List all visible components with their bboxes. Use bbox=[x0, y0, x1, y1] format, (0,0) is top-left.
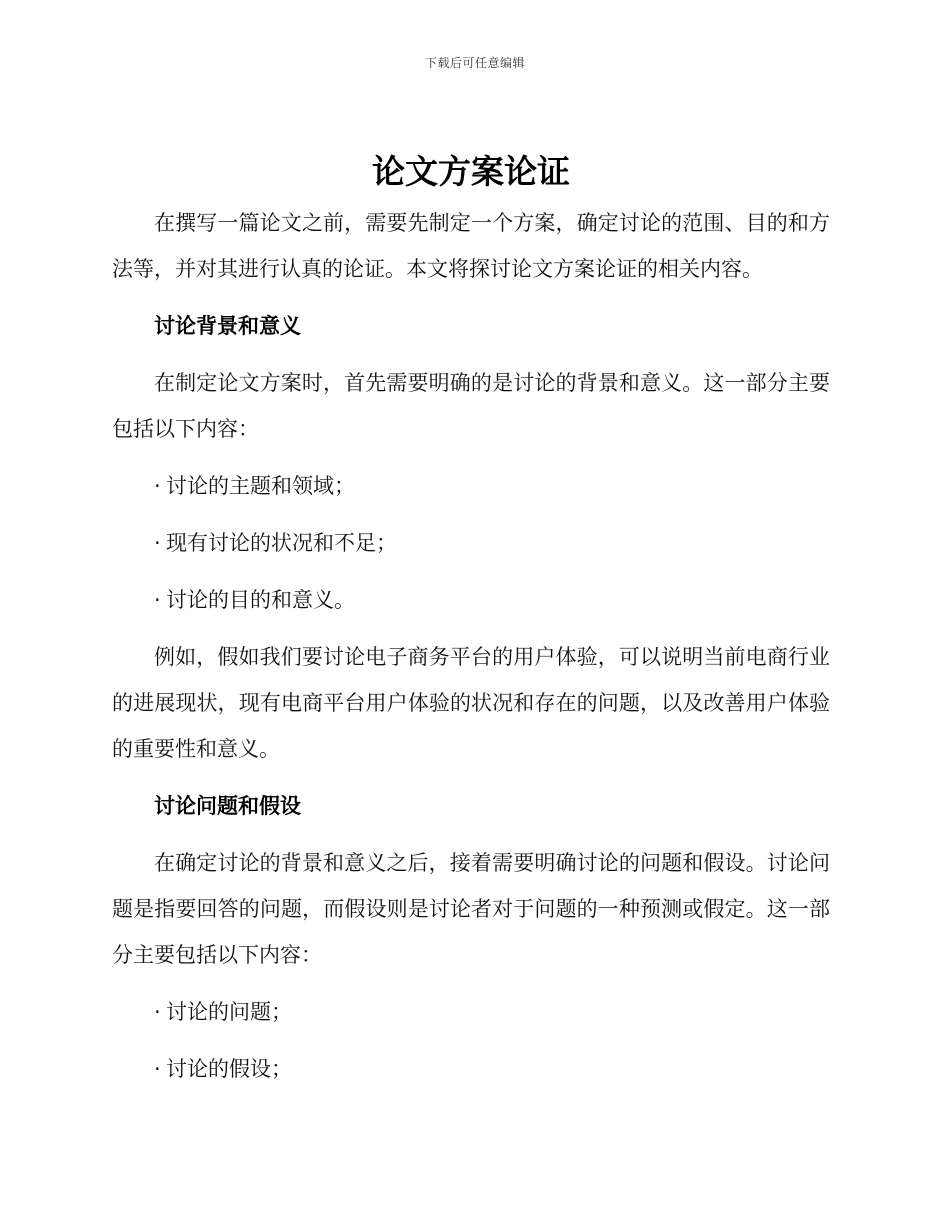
list-item bbox=[112, 463, 830, 509]
list-item-text: 讨论的目的和意义。 bbox=[166, 588, 355, 612]
list-item-text: 现有讨论的状况和不足； bbox=[166, 531, 397, 555]
section-heading-questions: 讨论问题和假设 bbox=[154, 794, 301, 818]
list-item bbox=[112, 989, 830, 1035]
document-title: 论文方案论证 bbox=[372, 152, 570, 191]
bullet-marker: · bbox=[154, 474, 161, 498]
bullet-marker: · bbox=[154, 588, 161, 612]
section-background-paragraph: 在制定论文方案时，首先需要明确的是讨论的背景和意义。这一部分主要包括以下内容： bbox=[112, 371, 830, 441]
list-item bbox=[112, 577, 830, 623]
list-item-text: 讨论的主题和领域； bbox=[166, 474, 355, 498]
bullet-marker: · bbox=[154, 1000, 161, 1024]
header-note: 下载后可任意编辑 bbox=[424, 56, 525, 70]
list-item-text: 讨论的假设； bbox=[166, 1057, 292, 1081]
example-paragraph: 例如，假如我们要讨论电子商务平台的用户体验，可以说明当前电商行业的进展现状，现有电商平台用户体验的状况和存在的问题，以及改善用户体验的重要性和意义。 bbox=[112, 645, 830, 761]
list-item bbox=[112, 1046, 830, 1092]
bullet-marker: · bbox=[154, 1057, 161, 1081]
intro-paragraph: 在撰写一篇论文之前，需要先制定一个方案，确定讨论的范围、目的和方法等，并对其进行认真的论证。本文将探讨论文方案论证的相关内容。 bbox=[112, 211, 830, 281]
section-heading-background: 讨论背景和意义 bbox=[154, 314, 301, 338]
list-item-text: 讨论的问题； bbox=[166, 1000, 292, 1024]
list-item bbox=[112, 520, 830, 566]
document-body bbox=[112, 150, 830, 1092]
section-questions-paragraph: 在确定讨论的背景和意义之后，接着需要明确讨论的问题和假设。讨论问题是指要回答的问题，而假设则是讨论者对于问题的一种预测或假定。这一部分主要包括以下内容： bbox=[112, 851, 830, 967]
bullet-marker: · bbox=[154, 531, 161, 555]
